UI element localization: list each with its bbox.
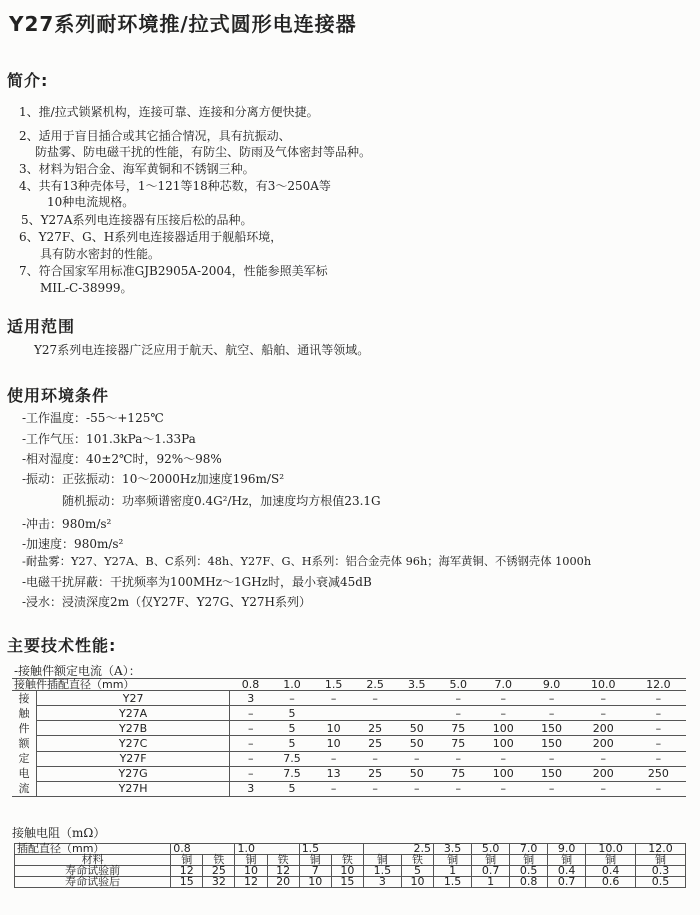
env-line: 随机振动：功率频谱密度0.4G²/Hz，加速度均方根值23.1G xyxy=(62,494,381,508)
current-model: Y27A xyxy=(37,706,230,721)
size-cell: 9.0 xyxy=(548,844,586,855)
resistance-value: 0.8 xyxy=(510,877,548,888)
current-model: Y27B xyxy=(37,721,230,736)
resistance-value: 0.7 xyxy=(548,877,586,888)
resistance-size-label: 插配直径（mm） xyxy=(15,844,171,855)
current-value: 50 xyxy=(396,736,438,751)
current-value: – xyxy=(396,781,438,796)
env-heading: 使用环境条件 xyxy=(7,386,110,405)
resistance-value: 15 xyxy=(171,877,203,888)
intro-heading: 简介: xyxy=(7,71,49,90)
current-group-label: 接触件额定电流 xyxy=(12,691,37,797)
env-line: -冲击：980m/s² xyxy=(22,517,112,531)
material-cell: 铜 xyxy=(299,855,331,866)
current-value: 200 xyxy=(576,766,631,781)
current-value: – xyxy=(631,706,686,721)
current-value: 75 xyxy=(438,736,480,751)
current-value: 100 xyxy=(479,766,527,781)
current-model: Y27F xyxy=(37,751,230,766)
current-value: 5 xyxy=(271,706,313,721)
material-cell: 铁 xyxy=(203,855,235,866)
resistance-value: 0.5 xyxy=(636,877,686,888)
current-value: 200 xyxy=(576,721,631,736)
resistance-value: 10 xyxy=(401,877,433,888)
current-value: 250 xyxy=(631,766,686,781)
size-cell: 3.5 xyxy=(396,679,438,691)
current-value: 13 xyxy=(313,766,355,781)
current-value: – xyxy=(631,781,686,796)
intro-line: 2、适用于盲目插合或其它插合情况，具有抗振动、 xyxy=(19,129,291,143)
material-cell: 铜 xyxy=(636,855,686,866)
current-value: 25 xyxy=(354,766,396,781)
current-model: Y27H xyxy=(37,781,230,796)
resistance-value: 20 xyxy=(267,877,299,888)
size-cell: 1.0 xyxy=(271,679,313,691)
material-cell: 铁 xyxy=(401,855,433,866)
current-value: – xyxy=(576,706,631,721)
current-value: 7.5 xyxy=(271,766,313,781)
current-value: 3 xyxy=(230,691,272,706)
size-cell: 0.8 xyxy=(171,844,235,855)
material-cell: 铜 xyxy=(472,855,510,866)
resistance-value: 0.4 xyxy=(586,866,636,877)
scope-text: Y27系列电连接器广泛应用于航天、航空、船舶、通讯等领域。 xyxy=(34,343,370,357)
resistance-value: 1 xyxy=(434,866,472,877)
current-value: 150 xyxy=(527,721,575,736)
material-cell: 铜 xyxy=(235,855,267,866)
current-value: – xyxy=(396,751,438,766)
intro-line: 1、推/拉式锁紧机构，连接可靠、连接和分离方便快捷。 xyxy=(19,105,319,119)
current-value: – xyxy=(479,706,527,721)
intro-line: 5、Y27A系列电连接器有压接后松的品种。 xyxy=(21,213,253,227)
current-value: – xyxy=(438,781,480,796)
current-value: 25 xyxy=(354,721,396,736)
current-value: – xyxy=(576,781,631,796)
resistance-value: 25 xyxy=(203,866,235,877)
material-cell: 铁 xyxy=(331,855,363,866)
resistance-value: 1.5 xyxy=(434,877,472,888)
current-value xyxy=(396,691,438,706)
resistance-value: 0.5 xyxy=(510,866,548,877)
size-cell: 2.5 xyxy=(363,844,433,855)
current-table xyxy=(12,678,686,797)
current-value: – xyxy=(479,781,527,796)
size-cell: 5.0 xyxy=(438,679,480,691)
current-value: – xyxy=(631,751,686,766)
material-cell: 铜 xyxy=(586,855,636,866)
resistance-row-label: 寿命试验前 xyxy=(15,866,171,877)
size-cell: 0.8 xyxy=(230,679,272,691)
resistance-row xyxy=(15,877,686,888)
current-value: – xyxy=(313,751,355,766)
intro-line: 6、Y27F、G、H系列电连接器适用于舰船环境， xyxy=(19,230,283,244)
resistance-material-label: 材料 xyxy=(15,855,171,866)
resistance-value: 0.4 xyxy=(548,866,586,877)
current-value: – xyxy=(527,706,575,721)
material-cell: 铜 xyxy=(363,855,401,866)
current-value: – xyxy=(438,751,480,766)
size-cell: 12.0 xyxy=(636,844,686,855)
resistance-value: 12 xyxy=(171,866,203,877)
current-value: – xyxy=(230,706,272,721)
intro-line: 4、共有13种壳体号，1～121等18种芯数，有3～250A等 xyxy=(19,179,331,193)
current-value: – xyxy=(576,691,631,706)
material-cell: 铜 xyxy=(548,855,586,866)
resistance-value: 12 xyxy=(267,866,299,877)
resistance-value: 5 xyxy=(401,866,433,877)
current-model: Y27G xyxy=(37,766,230,781)
current-value: – xyxy=(230,766,272,781)
current-row xyxy=(12,751,686,766)
current-value: 50 xyxy=(396,766,438,781)
current-value: 100 xyxy=(479,721,527,736)
env-line: -电磁干扰屏蔽：干扰频率为100MHz～1GHz时，最小衰减45dB xyxy=(22,575,372,589)
current-value: – xyxy=(230,721,272,736)
current-value: – xyxy=(313,781,355,796)
size-cell: 1.5 xyxy=(299,844,363,855)
env-line: -振动：正弦振动：10～2000Hz加速度196m/S² xyxy=(22,472,285,486)
current-row xyxy=(12,781,686,796)
current-row xyxy=(12,721,686,736)
current-row xyxy=(12,691,686,706)
current-value: 75 xyxy=(438,766,480,781)
material-cell: 铜 xyxy=(434,855,472,866)
env-line: -工作温度：-55～+125℃ xyxy=(22,411,164,425)
env-line: -浸水：浸渍深度2m（仅Y27F、Y27G、Y27H系列） xyxy=(22,595,312,609)
current-model: Y27C xyxy=(37,736,230,751)
current-value xyxy=(313,706,355,721)
resistance-caption: 接触电阻（mΩ） xyxy=(12,826,106,840)
resistance-value: 0.3 xyxy=(636,866,686,877)
current-caption: -接触件额定电流（A）： xyxy=(14,664,141,678)
size-cell: 10.0 xyxy=(586,844,636,855)
current-value: – xyxy=(527,781,575,796)
current-value: – xyxy=(354,781,396,796)
resistance-value: 10 xyxy=(235,866,267,877)
intro-line: 3、材料为铝合金、海军黄铜和不锈钢三种。 xyxy=(19,162,255,176)
current-value: – xyxy=(631,736,686,751)
current-value: 5 xyxy=(271,721,313,736)
intro-line: 防盐雾、防电磁干扰的性能，有防尘、防雨及气体密封等品种。 xyxy=(35,145,372,159)
current-value: 150 xyxy=(527,736,575,751)
current-value: 50 xyxy=(396,721,438,736)
current-value xyxy=(354,706,396,721)
current-value xyxy=(396,706,438,721)
env-line: -耐盐雾：Y27、Y27A、B、C系列：48h、Y27F、G、H系列：铝合金壳体 96h；海军黄铜、不锈钢壳体 1000h xyxy=(22,555,592,568)
current-value: 5 xyxy=(271,781,313,796)
size-cell: 1.0 xyxy=(235,844,299,855)
current-value: 10 xyxy=(313,736,355,751)
env-line: -加速度：980m/s² xyxy=(22,537,124,551)
resistance-value: 1.5 xyxy=(363,866,401,877)
current-model: Y27 xyxy=(37,691,230,706)
resistance-value: 0.7 xyxy=(472,866,510,877)
resistance-table xyxy=(14,843,686,888)
resistance-value: 10 xyxy=(299,877,331,888)
size-cell: 3.5 xyxy=(434,844,472,855)
current-header-label: 接触件插配直径（mm） xyxy=(12,679,230,691)
current-row xyxy=(12,736,686,751)
resistance-value: 7 xyxy=(299,866,331,877)
env-line: -相对湿度：40±2℃时，92%～98% xyxy=(22,452,222,466)
intro-line: 10种电流规格。 xyxy=(47,195,135,209)
resistance-row-label: 寿命试验后 xyxy=(15,877,171,888)
current-value: 25 xyxy=(354,736,396,751)
current-value: 5 xyxy=(271,736,313,751)
current-value: 3 xyxy=(230,781,272,796)
current-value: 75 xyxy=(438,721,480,736)
size-cell: 7.0 xyxy=(479,679,527,691)
size-cell: 7.0 xyxy=(510,844,548,855)
size-cell: 2.5 xyxy=(354,679,396,691)
size-cell: 9.0 xyxy=(527,679,575,691)
resistance-value: 0.6 xyxy=(586,877,636,888)
current-value: 10 xyxy=(313,721,355,736)
intro-line: 7、符合国家军用标准GJB2905A-2004，性能参照美军标 xyxy=(19,264,328,278)
current-value: 100 xyxy=(479,736,527,751)
current-value: – xyxy=(479,691,527,706)
current-value: – xyxy=(354,751,396,766)
current-value: – xyxy=(631,721,686,736)
material-cell: 铜 xyxy=(510,855,548,866)
scope-heading: 适用范围 xyxy=(7,317,76,336)
current-value: 200 xyxy=(576,736,631,751)
resistance-value: 32 xyxy=(203,877,235,888)
page-title: Y27系列耐环境推/拉式圆形电连接器 xyxy=(9,12,357,36)
material-cell: 铜 xyxy=(171,855,203,866)
current-value: 150 xyxy=(527,766,575,781)
current-value: – xyxy=(576,751,631,766)
current-row xyxy=(12,706,686,721)
resistance-value: 15 xyxy=(331,877,363,888)
current-value: – xyxy=(313,691,355,706)
current-value: – xyxy=(479,751,527,766)
env-line: -工作气压：101.3kPa～1.33Pa xyxy=(22,432,196,446)
current-value: – xyxy=(527,691,575,706)
tech-heading: 主要技术性能: xyxy=(7,636,117,655)
intro-line: MIL-C-38999。 xyxy=(40,281,133,295)
current-value: – xyxy=(354,691,396,706)
material-cell: 铁 xyxy=(267,855,299,866)
current-row xyxy=(12,766,686,781)
current-header-row xyxy=(12,679,686,691)
size-cell: 12.0 xyxy=(631,679,686,691)
size-cell: 10.0 xyxy=(576,679,631,691)
resistance-value: 10 xyxy=(331,866,363,877)
resistance-value: 12 xyxy=(235,877,267,888)
resistance-value: 3 xyxy=(363,877,401,888)
current-value: – xyxy=(230,751,272,766)
current-value: – xyxy=(271,691,313,706)
size-cell: 5.0 xyxy=(472,844,510,855)
current-value: – xyxy=(527,751,575,766)
current-value: – xyxy=(438,706,480,721)
current-value: – xyxy=(438,691,480,706)
current-value: – xyxy=(631,691,686,706)
current-value: 7.5 xyxy=(271,751,313,766)
intro-line: 具有防水密封的性能。 xyxy=(40,247,161,261)
current-value: – xyxy=(230,736,272,751)
size-cell: 1.5 xyxy=(313,679,355,691)
resistance-value: 1 xyxy=(472,877,510,888)
